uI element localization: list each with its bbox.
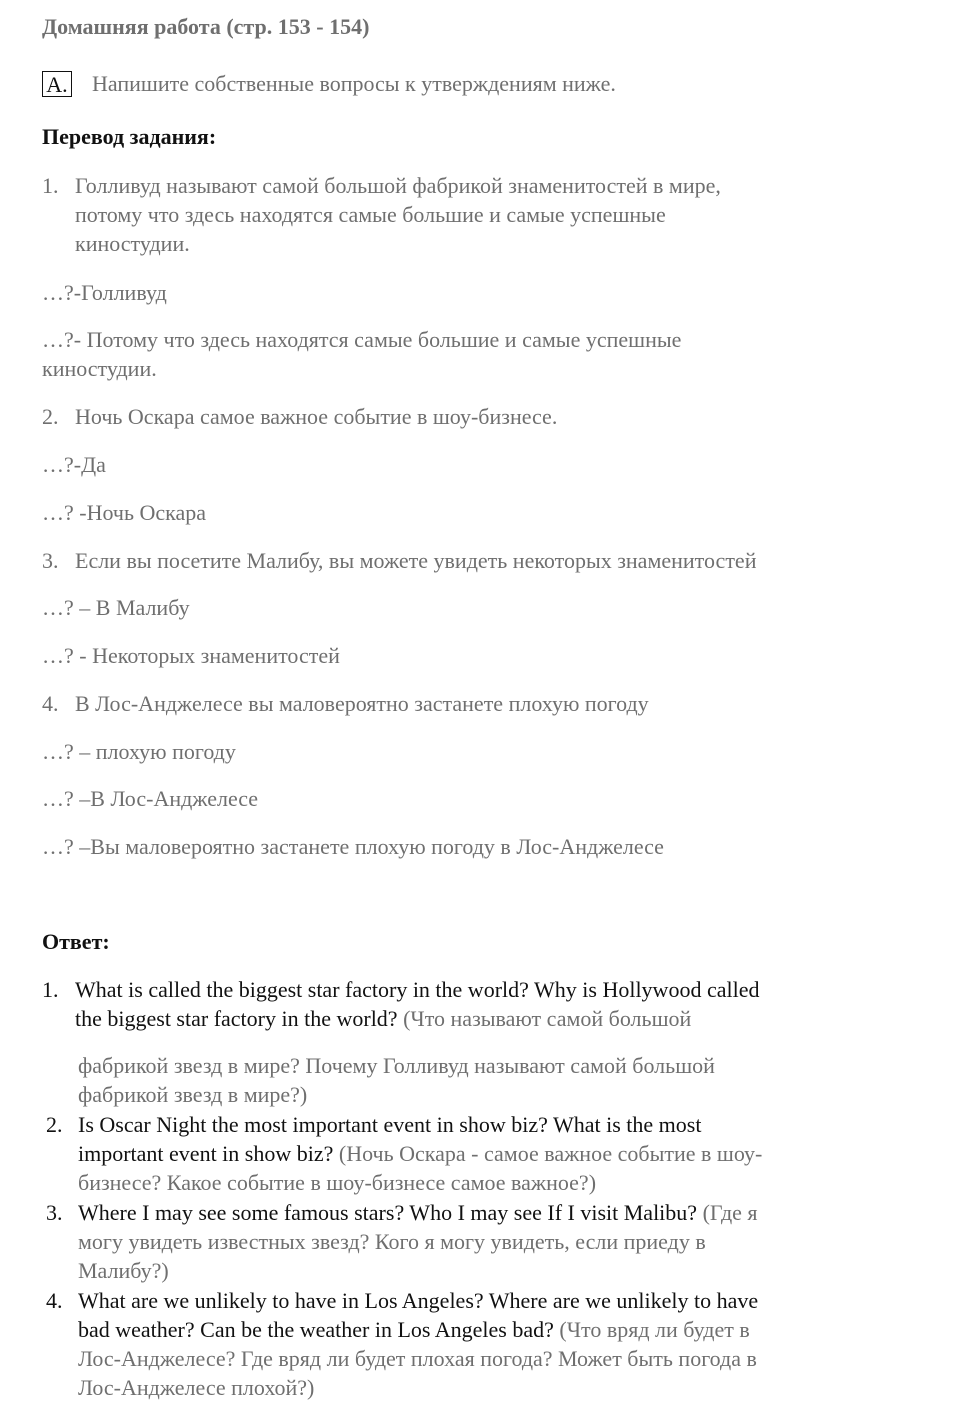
answer-4-line-4: Лос-Анджелесе плохой?)	[78, 1375, 315, 1400]
translation-item-1-line-1: Голливуд называют самой большой фабрикой знаменитостей в мире,	[75, 173, 721, 198]
answer-1-line-2-english: the biggest star factory in the world?	[75, 1006, 398, 1031]
translation-question-2a: …?-Да	[42, 452, 106, 477]
translation-question-4a: …? – плохую погоду	[42, 739, 236, 764]
answer-4-line-2-english: bad weather? Can be the weather in Los Angeles bad?	[78, 1317, 554, 1342]
translation-question-1b-line-2: киностудии.	[42, 356, 157, 381]
answer-heading: Ответ:	[42, 929, 110, 954]
answer-4-line-3: Лос-Анджелесе? Где вряд ли будет плохая погода? Может быть погода в	[78, 1346, 757, 1371]
answer-2-line-1: Is Oscar Night the most important event in show biz? What is the most	[78, 1112, 702, 1137]
translation-item-1-line-2: потому что здесь находятся самые большие и самые успешные	[75, 202, 666, 227]
answer-2-line-3: бизнесе? Какое событие в шоу-бизнесе самое важное?)	[78, 1170, 597, 1195]
page-title: Домашняя работа (стр. 153 - 154)	[42, 14, 370, 39]
answer-4-number: 4.	[46, 1288, 63, 1313]
answer-1-line-3: фабрикой звезд в мире? Почему Голливуд называют самой большой	[78, 1053, 715, 1078]
translation-question-3b: …? - Некоторых знаменитостей	[42, 643, 340, 668]
answer-4-line-2	[78, 1315, 750, 1344]
answer-1-number: 1.	[42, 977, 59, 1002]
translation-item-1-number: 1.	[42, 173, 59, 198]
task-label-box: A.	[42, 71, 72, 97]
answer-3-line-3: Малибу?)	[78, 1258, 169, 1283]
answer-4-line-1: What are we unlikely to have in Los Angeles? Where are we unlikely to have	[78, 1288, 759, 1313]
task-instruction: Напишите собственные вопросы к утверждениям ниже.	[92, 71, 616, 96]
translation-item-2-number: 2.	[42, 404, 59, 429]
translation-question-2b: …? -Ночь Оскара	[42, 500, 207, 525]
answer-3-line-2: могу увидеть известных звезд? Кого я могу увидеть, если приеду в	[78, 1229, 706, 1254]
answer-1-line-2-russian: (Что называют самой большой	[403, 1006, 692, 1031]
answer-1-line-2	[75, 1004, 691, 1033]
translation-item-4-number: 4.	[42, 691, 59, 716]
translation-question-4b: …? –В Лос-Анджелесе	[42, 786, 259, 811]
translation-item-1-line-3: киностудии.	[75, 231, 190, 256]
answer-2-line-2-russian: (Ночь Оскара - самое важное событие в шоу-	[338, 1141, 763, 1166]
translation-question-3a: …? – В Малибу	[42, 595, 190, 620]
answer-2-line-2-english: important event in show biz?	[78, 1141, 334, 1166]
translation-item-2: Ночь Оскара самое важное событие в шоу-бизнесе.	[75, 404, 558, 429]
translation-item-3-number: 3.	[42, 548, 59, 573]
translation-item-3: Если вы посетите Малибу, вы можете увидеть некоторых знаменитостей	[75, 548, 757, 573]
translation-question-1b-line-1: …?- Потому что здесь находятся самые большие и самые успешные	[42, 327, 682, 352]
answer-2-number: 2.	[46, 1112, 63, 1137]
answer-1-line-1: What is called the biggest star factory in the world? Why is Hollywood called	[75, 977, 760, 1002]
answer-3-line-1-russian: (Где я	[702, 1200, 758, 1225]
answer-3-line-1	[78, 1198, 758, 1227]
translation-question-1a: …?-Голливуд	[42, 280, 167, 305]
translation-question-4c: …? –Вы маловероятно застанете плохую погоду в Лос-Анджелесе	[42, 834, 664, 859]
translation-heading: Перевод задания:	[42, 124, 217, 149]
answer-2-line-2	[78, 1139, 762, 1168]
answer-3-line-1-english: Where I may see some famous stars? Who I may see If I visit Malibu?	[78, 1200, 698, 1225]
answer-3-number: 3.	[46, 1200, 63, 1225]
translation-item-4: В Лос-Анджелесе вы маловероятно застанете плохую погоду	[75, 691, 649, 716]
answer-4-line-2-russian: (Что вряд ли будет в	[559, 1317, 750, 1342]
answer-1-line-4: фабрикой звезд в мире?)	[78, 1082, 308, 1107]
